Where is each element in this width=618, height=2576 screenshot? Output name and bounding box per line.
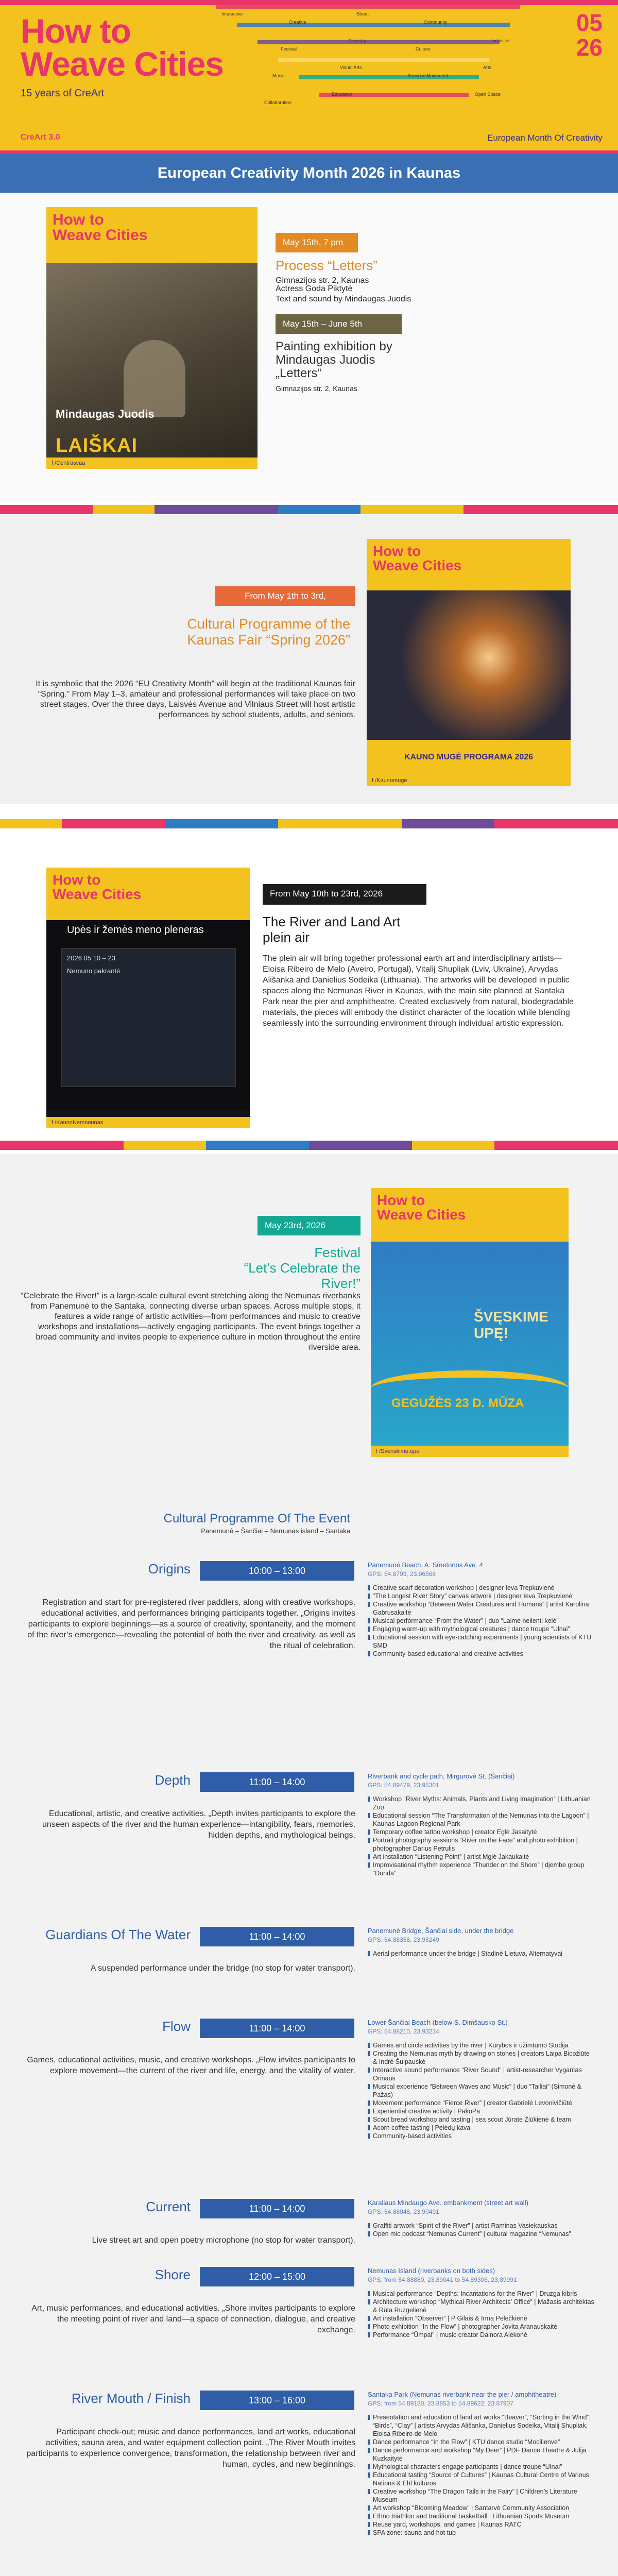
header-grid-label: Education	[332, 92, 353, 97]
exhibition-title: Painting exhibition by Mindaugas Juodis „Letters“	[276, 340, 392, 380]
title-line-1: Festival	[314, 1245, 360, 1260]
activity-item: Art workshop “Blooming Meadow” | Santarvė Community Association	[368, 2504, 594, 2512]
event-time: 12:00 – 15:00	[200, 2267, 354, 2286]
header-grid-label: Interactive	[221, 11, 243, 16]
activity-item: Musical performance “From the Water” | duo “Laimė neilenti kelė”	[368, 1617, 594, 1625]
event-gps: GPS: 54.89479, 23.95301	[368, 1782, 439, 1789]
header-tagline: European Month Of Creativity	[487, 133, 603, 143]
poster-footer: f /Centrasvaa	[46, 457, 258, 469]
event-name: River Mouth / Finish	[71, 2391, 191, 2406]
header-grid-label: Creative	[289, 20, 306, 25]
activity-item: Open mic podcast “Nemunas Current” | cultural magazine “Nemunas”	[368, 2230, 594, 2238]
title-line-1: How to	[21, 12, 131, 50]
activity-item: Aerial performance under the bridge | Stadinė Lietuva, Alternatyvai	[368, 1950, 594, 1958]
event-gps: GPS: 54.88048, 23.90491	[368, 2208, 439, 2215]
activity-item: Presentation and education of land art works “Beaver”, “Sorting in the Wind”, “Birds”, “Clay” | artists Arvydas Ališanka, Danielius Sodeika, Vitalij Shupliak, Eloisa Ribeiro de Melo	[368, 2413, 594, 2438]
activity-item: Educational tasting “Source of Cultures” | Kaunas Cultural Centre of Various Nations & Ehl kultūros	[368, 2471, 594, 2487]
activity-item: Dance performance and workshop “My Deer” | PDF Dance Theatre & Julija Kuzkaitytė	[368, 2446, 594, 2463]
header	[0, 0, 618, 150]
event-location: Lower Šančiai Beach (below S. Dimšausko St.)	[368, 2019, 508, 2026]
activity-item: Educational session “The Transformation of the Nemunas into the Lagoon” | Kaunas Lagoon Regional Park	[368, 1811, 594, 1828]
poster-footer: f /Svenskime.upe	[371, 1446, 569, 1457]
activity-item: Creative workshop “Between Water Creatures and Humans” | artist Karolina Gabrusakaitė	[368, 1600, 594, 1617]
event-time: 11:00 – 14:00	[200, 1927, 354, 1946]
poster-fair: How to Weave Cities KAUNO MUGĖ PROGRAMA 2026 f /Kaunomuge	[367, 539, 571, 786]
event-gps: GPS: from 54.88880, 23.89041 to 54.89306, 23.89991	[368, 2276, 517, 2283]
event-gps: GPS: from 54.89180, 23.8853 to 54.89622, 23.87907	[368, 2400, 513, 2407]
activity-item: SPA zone: sauna and hot tub	[368, 2529, 594, 2537]
event-name: Current	[146, 2199, 191, 2214]
event-title: Process “Letters”	[276, 258, 377, 273]
header-grid-label: Inclusive	[491, 38, 510, 43]
activity-item: Movement performance “Fierce River” | creator Gabrielė Levonivičiūtė	[368, 2099, 594, 2107]
header-bar	[258, 40, 500, 44]
event-activity-list	[368, 2290, 594, 2339]
event-title	[263, 914, 400, 945]
activity-item: Musical performance “Depths: Incantations for the River” | Druzga kibris	[368, 2290, 594, 2298]
divider	[0, 1141, 618, 1150]
event-description: Registration and start for pre-registered river paddlers, along with creative workshops, educational activities, and performances bringing participants together. „Origins invites participants to explore beginnings—as a source of creativity, spontaneity, and the moment of the river’s emergence—revealing the potential of both the river and creativity, as well as the ritual of celebration.	[27, 1598, 355, 1650]
activity-item: Art installation “Observer” | P Gilais & Irma Pelečkienė	[368, 2314, 594, 2323]
activity-item: Scout bread workshop and tasting | sea scout Jūratė Žiūkienė & team	[368, 2115, 594, 2124]
header-grid-label: Street	[356, 11, 369, 16]
poster-footer: f /Kaunomuge	[367, 775, 571, 786]
event-activity-list	[368, 1584, 594, 1658]
event-title: Cultural Programme of the Kaunas Fair “Spring 2026”	[187, 616, 350, 648]
event-location: Riverbank and cycle path, Mirgurovė St. (Šančiai)	[368, 1772, 515, 1780]
divider	[0, 505, 618, 514]
poster-plein-air: How to Weave Cities Upės ir žemės meno pleneras 2026 05 10 – 23 Nemuno pakrantė f /KaunoNemnounas	[46, 868, 250, 1128]
activity-item: Temporary coffee tattoo workshop | creator Eglė Jasaitytė	[368, 1828, 594, 1836]
activity-item: Games and circle activities by the river | Kūrybos ir užimtumo Studija	[368, 2041, 594, 2049]
poster-big: ŠVĘSKIME UPĘ!	[474, 1309, 548, 1341]
event-time: 11:00 – 14:00	[200, 2199, 354, 2218]
poster-band: KAUNO MUGĖ PROGRAMA 2026	[367, 740, 571, 775]
header-grid-label: Music	[272, 73, 285, 78]
header-grid-label: Visual Arts	[340, 65, 362, 70]
credit-text: Text and sound by Mindaugas Juodis	[276, 295, 411, 303]
event-description: Educational, artistic, and creative activities. „Depth invites participants to explore the unseen aspects of the river and the human experience—intangibility, fears, memories, hidden depths, and mythological beings.	[42, 1809, 355, 1840]
header-bar	[278, 58, 489, 62]
activity-item: Community-based activities	[368, 2132, 594, 2140]
page-title	[21, 12, 224, 83]
event-time: 10:00 – 13:00	[200, 1561, 354, 1581]
poster-footer: f /KaunoNemnounas	[46, 1117, 250, 1128]
poster-letters: How to Weave Cities Mindaugas Juodis LAIŠKAI f /Centrasvaa	[46, 207, 258, 469]
activity-item: Workshop “River Myths: Animals, Plants and Living Imagination” | Lithuanian Zoo	[368, 1795, 594, 1811]
date-year: 26	[576, 34, 603, 61]
header-grid-label: Collaboration	[264, 100, 292, 105]
event-location: Panemunė Beach, A. Smetonos Ave. 4	[368, 1561, 483, 1569]
poster-frame	[61, 948, 236, 1087]
poster-place: Nemuno pakrantė	[67, 967, 121, 975]
event-location: Nemunas Island (riverbanks on both sides)	[368, 2267, 495, 2275]
header-grid	[216, 5, 520, 118]
event-name: Depth	[154, 1772, 191, 1788]
header-grid-label: Culture	[416, 46, 431, 52]
event-activity-list	[368, 2413, 594, 2537]
event-activity-list	[368, 1950, 594, 1958]
event-description: Participant check-out; music and dance performances, land art works, educational activities, sauna area, and water equipment collection point. „The River Mouth invites participants to experience convergence, transformation, the relationship between river and human, cycles, and new beginnings.	[26, 2428, 355, 2469]
poster-date: 2026 05 10 – 23	[67, 954, 115, 962]
poster-label: Upės ir žemės meno pleneras	[67, 924, 204, 936]
activity-item: Improvisational rhythm experience “Thunder on the Shore” | djembe group “Dunda”	[368, 1861, 594, 1877]
activity-item: Creating the Nemunas myth by drawing on stones | creators Laipa Bicožiūtė & Indrė Šulpauskė	[368, 2049, 594, 2066]
header-grid-label: Community	[424, 20, 448, 25]
event-name: Guardians Of The Water	[45, 1927, 191, 1942]
header-grid-label: Arts	[483, 65, 492, 70]
event-description: “Celebrate the River!” is a large-scale cultural event stretching along the Nemunas riverbanks from Panemunė to the Santaka, connecting diverse urban spaces. Across multiple stops, it features a wide range of artistic activities—from performances and music to creative workshops and installations—actively engaging participants. The event brings together a broad community and invites people to experience culture in motion throughout the entire riverside area.	[21, 1292, 360, 1352]
header-grid-label: Open Space	[475, 92, 501, 97]
header-bar	[299, 75, 479, 79]
activity-item: Architecture workshop “Mythical River Architects’ Office” | Mažasis architektas & Rūta Ruzgelienė	[368, 2298, 594, 2314]
title-line-2: plein air	[263, 929, 310, 945]
event-gps: GPS: 54.88210, 23.93234	[368, 2028, 439, 2035]
activity-item: Reuse yard, workshops, and games | Kaunas RATC	[368, 2520, 594, 2529]
event-location: Panemunė Bridge, Šančiai side, under the bridge	[368, 1927, 514, 1935]
event-time: 11:00 – 14:00	[200, 2019, 354, 2038]
activity-item: Interactive sound performance “River Sound” | artist-researcher Vygantas Orinaus	[368, 2066, 594, 2082]
event-activity-list	[368, 2041, 594, 2140]
programme-subtitle: Panemunė – Šančiai – Nemunas island – Santaka	[201, 1527, 350, 1535]
portrait-figure	[124, 340, 185, 417]
date-month: 05	[576, 9, 603, 36]
activity-item: Graffiti artwork “Spirit of the River” | artist Raminas Vasiekauskas	[368, 2222, 594, 2230]
poster-festival: How to Weave Cities ŠVĘSKIME UPĘ! GEGUŽĖS 23 D. MŪZA f /Svenskime.upe	[371, 1188, 569, 1457]
activity-item: Performance “Ūmpal” | music creator Dainora Alekonė	[368, 2331, 594, 2339]
event-activity-list	[368, 1795, 594, 1877]
event-description: Live street art and open poetry microphone (no stop for water transport).	[92, 2236, 355, 2245]
title-line-1: The River and Land Art	[263, 914, 401, 929]
event-time: 11:00 – 14:00	[200, 1772, 354, 1792]
header-date	[576, 10, 603, 60]
event-name: Shore	[154, 2267, 191, 2282]
date-badge-2: May 15th – June 5th	[276, 314, 402, 334]
activity-item: Creative scarf decoration workshop | designer Ieva Trepkuvienė	[368, 1584, 594, 1592]
main-banner: European Creativity Month 2026 in Kaunas	[0, 150, 618, 193]
activity-item: “The Longest River Story” canvas artwork | designer Ieva Trepkuvienė	[368, 1592, 594, 1600]
event-name: Origins	[148, 1561, 191, 1577]
poster-name: Mindaugas Juodis	[56, 408, 154, 420]
event-title	[206, 1245, 360, 1291]
activity-item: Educational session with eye-catching experiments | young scientists of KTU SMD	[368, 1633, 594, 1650]
header-bar	[237, 23, 510, 27]
event-description: A suspended performance under the bridge (no stop for water transport).	[90, 1964, 355, 1973]
activity-item: Community-based educational and creative activities	[368, 1650, 594, 1658]
header-grid-label: Diversity	[348, 38, 366, 43]
date-badge: May 15th, 7 pm	[276, 233, 358, 252]
event-location: Karaliaus Mindaugo Ave. embankment (street art wall)	[368, 2199, 528, 2207]
event-location: Santaka Park (Nemunas riverbank near the pier / amphitheatre)	[368, 2391, 557, 2398]
activity-item: Creative workshop “The Dragon Tails in the Fairy” | Children’s Literature Museum	[368, 2487, 594, 2504]
activity-item: Musical experience “Between Waves and Music” | duo “Tailiai” (Simonė & Pažas)	[368, 2082, 594, 2099]
activity-item: Ethno triathlon and traditional basketball | Lithuanian Sports Museum	[368, 2512, 594, 2520]
header-bar	[216, 5, 520, 9]
activity-item: Engaging warm-up with mythological creatures | dance troupe “Ulnai”	[368, 1625, 594, 1633]
activity-item: Experiential creative activity | PakoPa	[368, 2107, 594, 2115]
activity-item: Acorn coffee tasting | Pelėdų kava	[368, 2124, 594, 2132]
date-badge: From May 1th to 3rd,	[215, 586, 355, 606]
activity-item: Photo exhibition “In the Flow” | photographer Jovita Aranauskaitė	[368, 2323, 594, 2331]
creart-logo: CreArt 3.0	[21, 133, 60, 142]
credit-actress: Actress Goda Piktytė	[276, 284, 353, 293]
header-subtitle: 15 years of CreArt	[21, 88, 105, 99]
divider	[0, 819, 618, 828]
activity-item: Art installation “Listening Point” | artist Mglė Jakaukaitė	[368, 1853, 594, 1861]
title-line-2: Weave Cities	[21, 45, 224, 83]
event-name: Flow	[162, 2019, 191, 2034]
programme-title: Cultural Programme Of The Event	[163, 1512, 350, 1526]
event-description: Games, educational activities, music, and creative workshops. „Flow invites participants to explore movement—the current of the river and life, energy, and the vitality of water.	[27, 2056, 355, 2075]
header-grid-label: Sound & Movement	[407, 73, 449, 78]
title-line-2: “Let’s Celebrate the River!”	[244, 1260, 360, 1291]
activity-item: Dance performance “In the Flow” | KTU dance studio “Mocilienvė”	[368, 2438, 594, 2446]
date-badge: May 23rd, 2026	[258, 1216, 360, 1235]
event-location: Gimnazijos str. 2, Kaunas	[276, 276, 369, 285]
activity-item: Portrait photography sessions “River on the Face” and photo exhibition | photographer Darius Petrulis	[368, 1836, 594, 1853]
event-description: Art, music performances, and educational activities. „Shore invites participants to explore the meeting point of river and land—a space of connection, dialogue, and creative exchange.	[31, 2304, 355, 2334]
poster-date: GEGUŽĖS 23 D. MŪZA	[391, 1396, 524, 1410]
event-description: The plein air will bring together professional earth art and interdisciplinary artists—Eloisa Ribeiro de Melo (Aveiro, Portugal), Vitalij Shupliak (Lviv, Ukraine), Arvydas Ališanka and Danielius Sodeika (Lithuania). The artworks will be developed in public spaces along the Nemunas River in Kaunas, with the main site planned at Santaka Park near the pier and amphitheatre. Created exclusively from natural, biodegradable materials, the pieces will embody the distinct character of the location while blending seamlessly into the surrounding environment through individual artistic expression.	[263, 954, 574, 1028]
exhibition-location: Gimnazijos str. 2, Kaunas	[276, 384, 357, 393]
event-gps: GPS: 54.8793, 23.96568	[368, 1570, 436, 1578]
event-gps: GPS: 54.88358, 23.95249	[368, 1936, 439, 1943]
event-description: It is symbolic that the 2026 “EU Creativity Month” will begin at the traditional Kaunas fair “Spring.” From May 1–3, amateur and professional performances will take place on two street stages. Over the three days, Laisvės Avenue and Vilniaus Street will host artistic performances by school students, adults, and seniors.	[36, 680, 355, 719]
poster-word: LAIŠKAI	[56, 435, 138, 456]
event-activity-list	[368, 2222, 594, 2238]
header-grid-label: Festival	[281, 46, 297, 52]
event-time: 13:00 – 16:00	[200, 2391, 354, 2410]
date-badge: From May 10th to 23rd, 2026	[263, 884, 426, 905]
activity-item: Mythological characters engage participants | dance troupe “Ulnai”	[368, 2463, 594, 2471]
